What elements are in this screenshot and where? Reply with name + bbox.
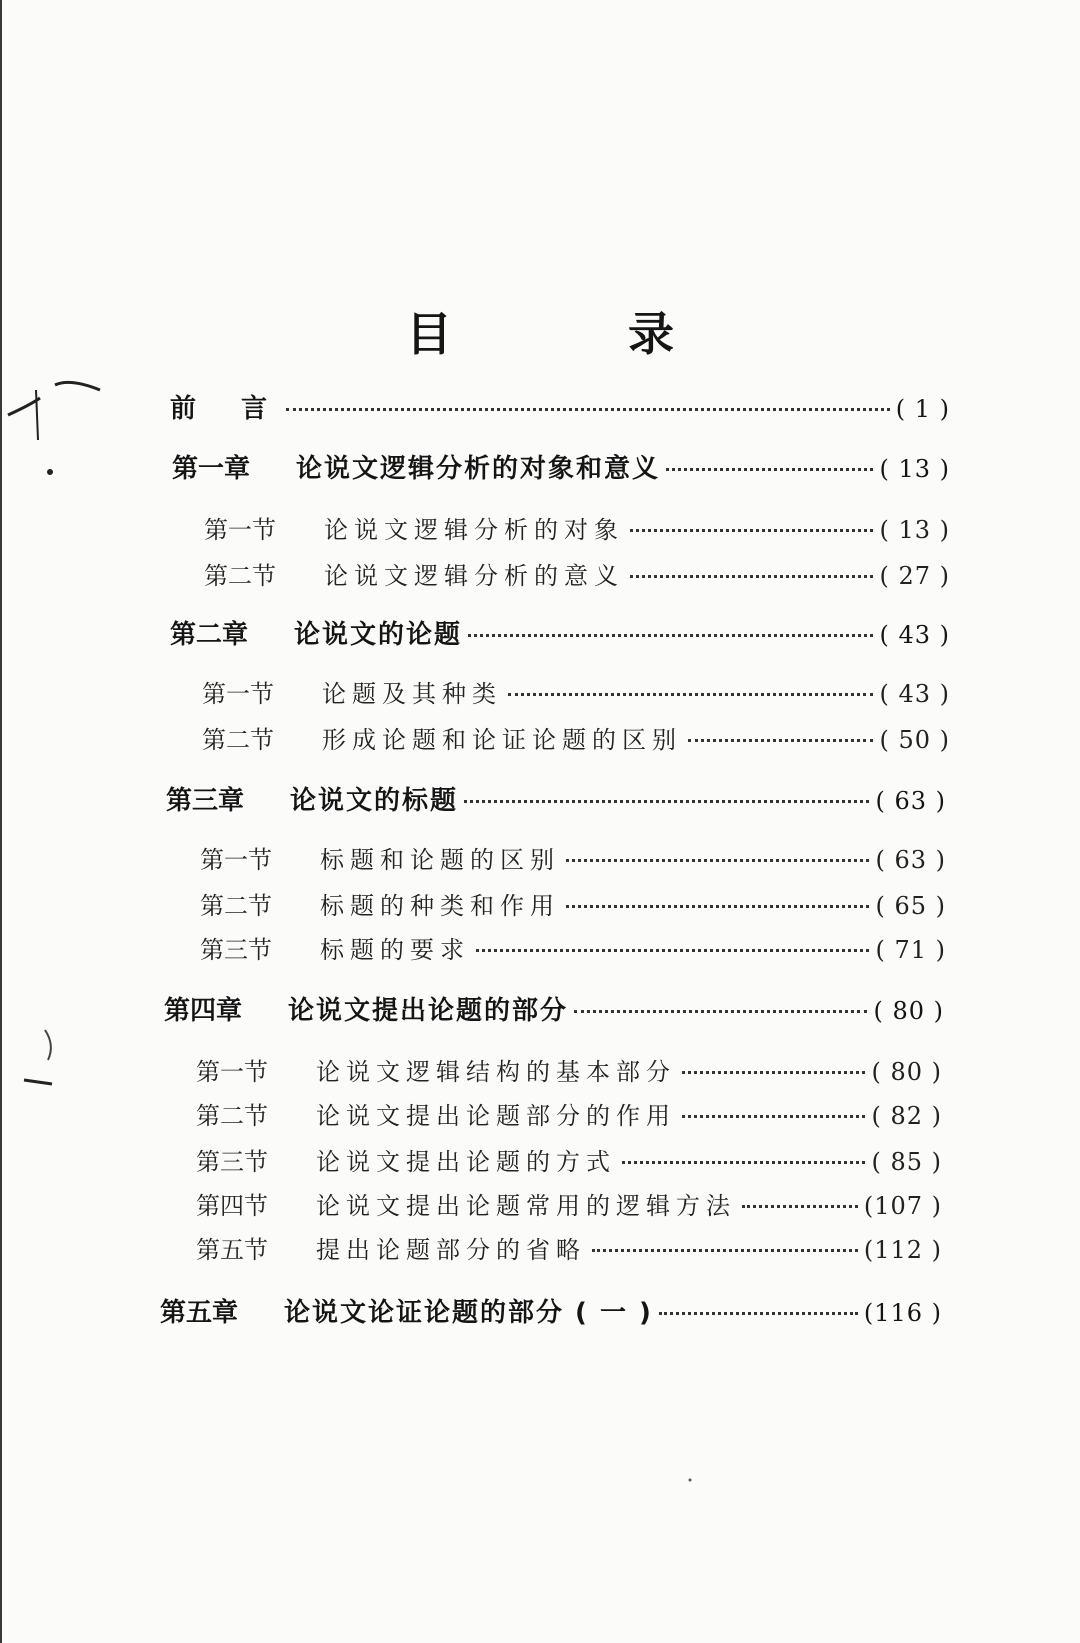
toc-entry-number: 第三节 xyxy=(200,936,272,964)
toc-entry-page: (112 ) xyxy=(863,1236,942,1264)
toc-entry-title: 标题和论题的区别 xyxy=(320,846,560,874)
toc-entry-title: 论说文逻辑分析的对象 xyxy=(324,516,624,544)
toc-entry-number: 第二节 xyxy=(202,726,274,754)
toc-entry-title: 标题的种类和作用 xyxy=(320,892,560,920)
ink-mark xyxy=(24,1080,52,1084)
toc-entry-number: 第四章 xyxy=(164,996,243,1026)
toc-entry-number: 第二章 xyxy=(170,620,249,650)
ink-mark xyxy=(8,382,100,415)
toc-entry-page: ( 71 ) xyxy=(875,936,946,964)
toc-entry-number: 前 言 xyxy=(170,394,286,424)
toc-entry-title: 论说文提出论题部分的作用 xyxy=(316,1102,676,1130)
toc-entry-number: 第一节 xyxy=(200,846,272,874)
ink-speck xyxy=(47,469,53,475)
toc-entry-page: ( 85 ) xyxy=(871,1148,942,1176)
toc-entry-page: ( 1 ) xyxy=(895,395,950,423)
toc-entry-title: 论说文逻辑结构的基本部分 xyxy=(316,1058,676,1086)
toc-entry-title: 论说文的标题 xyxy=(290,786,459,816)
toc-entry-page: ( 43 ) xyxy=(879,680,950,708)
toc-entry-number: 第四节 xyxy=(196,1192,268,1220)
toc-entry-page: ( 13 ) xyxy=(879,455,950,483)
toc-entry-page: ( 43 ) xyxy=(879,621,950,649)
toc-entry-page: ( 27 ) xyxy=(879,562,950,590)
ink-speck xyxy=(689,1479,692,1482)
toc-entry-page: ( 82 ) xyxy=(871,1102,942,1130)
toc-entry-number: 第五节 xyxy=(196,1236,268,1264)
toc-entry-title: 论题及其种类 xyxy=(322,680,502,708)
toc-entry-page: ( 50 ) xyxy=(879,726,950,754)
toc-entry-page: (116 ) xyxy=(863,1299,942,1327)
toc-entry-number: 第三章 xyxy=(166,786,245,816)
toc-entry-page: ( 65 ) xyxy=(875,892,946,920)
toc-entry-page: (107 ) xyxy=(863,1192,942,1220)
toc-entry-title: 形成论题和论证论题的区别 xyxy=(322,726,682,754)
toc-entry-title: 论说文提出论题的部分 xyxy=(288,996,569,1026)
toc-entry-number: 第一节 xyxy=(196,1058,268,1086)
page-title: 目 录 xyxy=(405,307,754,361)
toc-entry-title: 论说文论证论题的部分 ( 一 ) xyxy=(284,1298,653,1328)
toc-entry-number: 第一节 xyxy=(204,516,276,544)
toc-entry-title: 论说文的论题 xyxy=(294,620,463,650)
ink-mark xyxy=(36,390,38,440)
toc-entry-number: 第一节 xyxy=(202,680,274,708)
toc-entry-number: 第三节 xyxy=(196,1148,268,1176)
toc-entry-page: ( 80 ) xyxy=(873,997,944,1025)
toc-entry-title: 论说文逻辑分析的意义 xyxy=(324,562,624,590)
toc-entry-page: ( 80 ) xyxy=(871,1058,942,1086)
toc-entry-title: 提出论题部分的省略 xyxy=(316,1236,586,1264)
toc-entry-page: ( 63 ) xyxy=(875,846,946,874)
toc-entry-number: 第五章 xyxy=(160,1298,239,1328)
toc-entry-title: 论说文提出论题的方式 xyxy=(316,1148,616,1176)
toc-entry-title: 标题的要求 xyxy=(320,936,470,964)
toc-entry-title: 论说文逻辑分析的对象和意义 xyxy=(296,454,661,484)
toc-entry-number: 第一章 xyxy=(172,454,251,484)
toc-entry-number: 第二节 xyxy=(204,562,276,590)
toc-entry-number: 第二节 xyxy=(196,1102,268,1130)
toc-entry-page: ( 13 ) xyxy=(879,516,950,544)
toc-entry-page: ( 63 ) xyxy=(875,787,946,815)
toc-entry-title: 论说文提出论题常用的逻辑方法 xyxy=(316,1192,736,1220)
toc-entry-number: 第二节 xyxy=(200,892,272,920)
ink-mark xyxy=(45,1030,51,1060)
